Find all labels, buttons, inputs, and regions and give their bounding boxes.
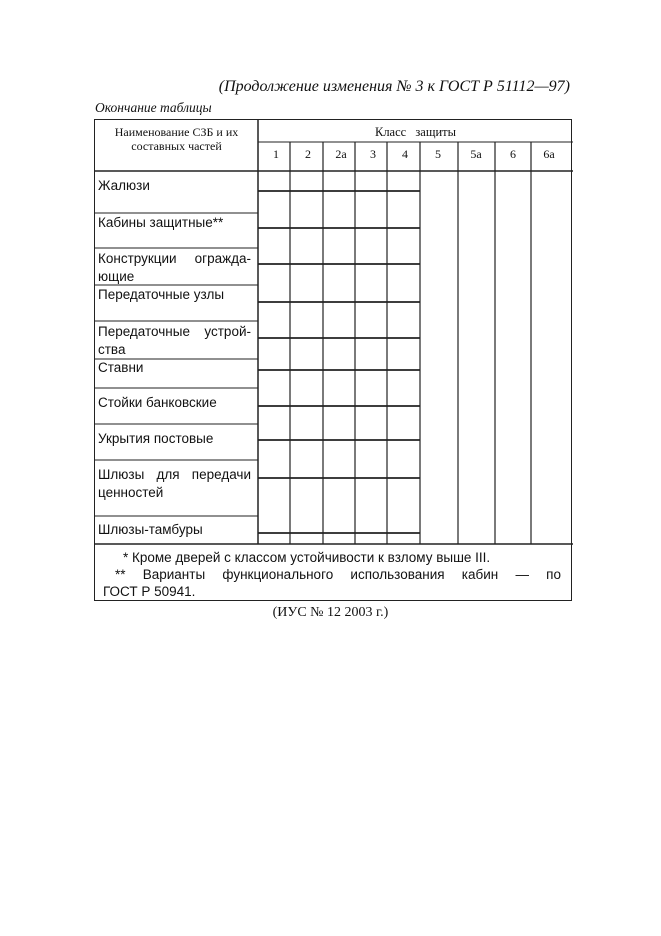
class-col-header: 1 (273, 147, 279, 161)
class-column-header: Класс защиты (374, 125, 456, 139)
row-label-cont: ющие (98, 269, 135, 284)
ius-reference: (ИУС № 12 2003 г.) (272, 605, 389, 620)
row-label: Укрытия постовые (98, 431, 214, 446)
table-caption: Окончание таблицы (95, 100, 212, 115)
row-label: Передаточные узлы (98, 287, 225, 302)
row-label: Шлюзы-тамбуры (98, 522, 203, 537)
class-col-header: 4 (402, 147, 408, 161)
protection-class-table (94, 119, 572, 601)
name-column-header: Наименование СЗБ и их составных частей (114, 125, 239, 153)
row-label: Стойки банковские (98, 395, 217, 410)
class-col-header: 2 (305, 147, 311, 161)
class-col-header: 3 (370, 147, 376, 161)
row-label-cont: ства (98, 342, 126, 357)
row-label: Шлюзы для передачи (98, 467, 251, 482)
class-col-header: 5 (435, 147, 441, 161)
footnote-1: * Кроме дверей с классом устойчивости к взлому выше III. (123, 550, 491, 565)
row-label: Конструкции огражда- (98, 251, 251, 266)
row-label-cont: ценностей (98, 485, 164, 500)
class-col-header: 2а (335, 147, 347, 161)
row-label: Передаточные устрой- (98, 324, 251, 339)
footnote-2-cont: ГОСТ Р 50941. (103, 584, 196, 599)
row-label: Жалюзи (98, 178, 150, 193)
row-label: Ставни (98, 360, 144, 375)
class-col-header: 6 (510, 147, 516, 161)
footnote-2: ** Варианты функционального использования кабин — по (115, 567, 561, 582)
class-col-header: 6а (543, 147, 555, 161)
class-col-header: 5а (470, 147, 482, 161)
row-label: Кабины защитные** (98, 215, 224, 230)
document-header: (Продолжение изменения № 3 к ГОСТ Р 51112—97) (218, 78, 570, 95)
